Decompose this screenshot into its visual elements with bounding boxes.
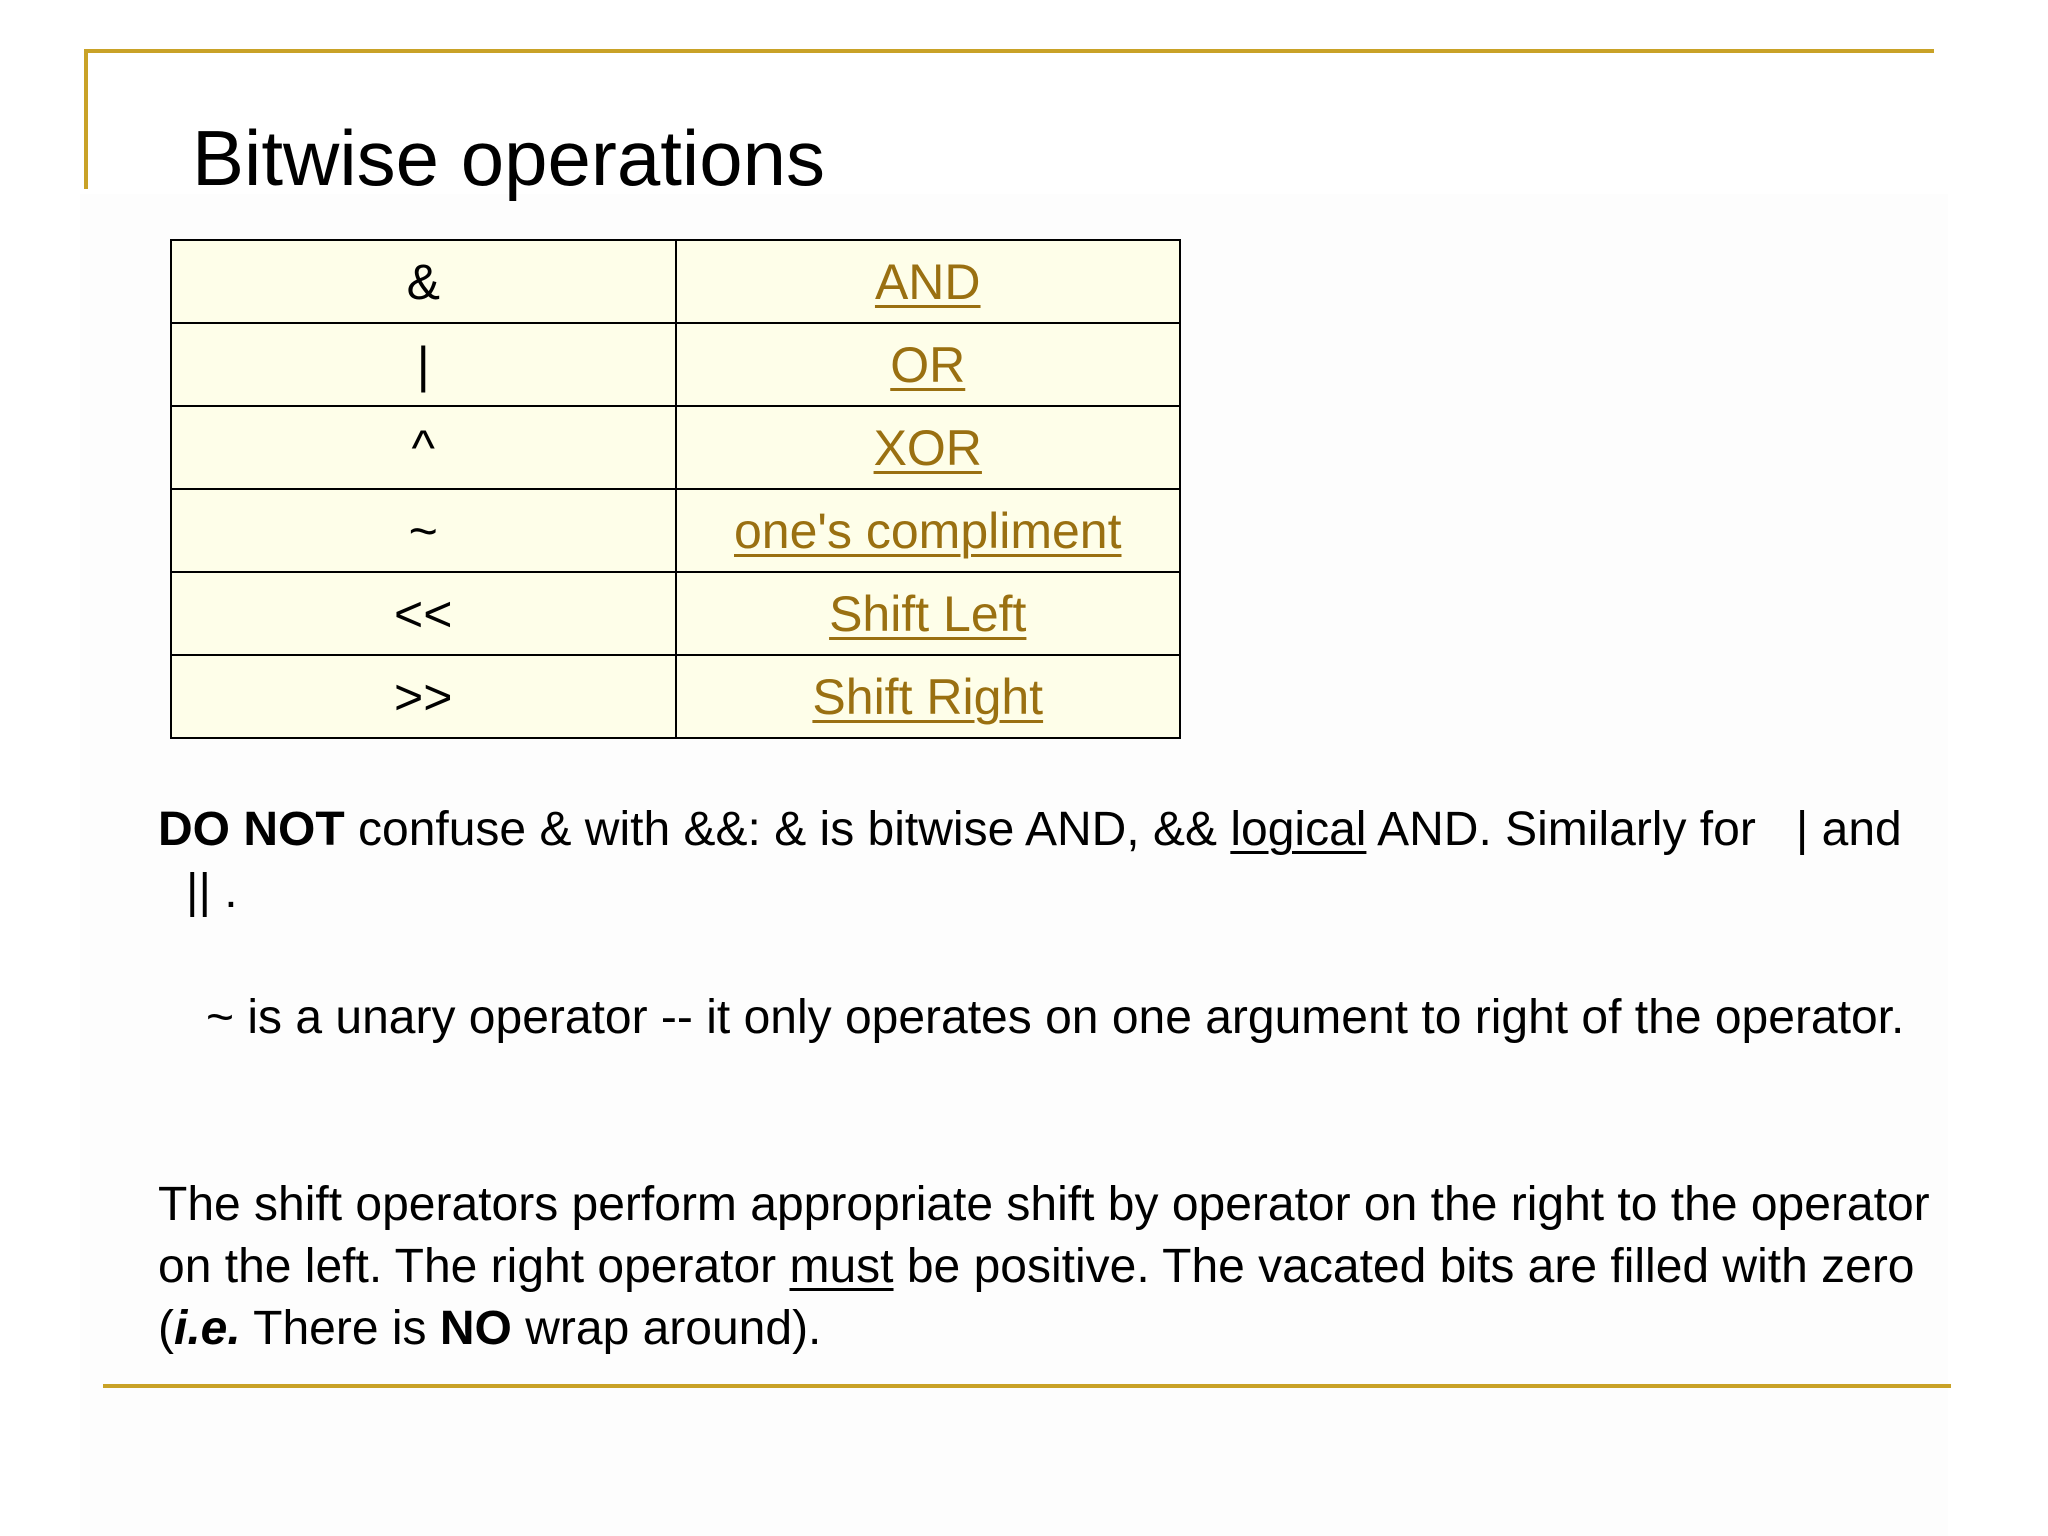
operator-row — [171, 240, 1180, 323]
operator-name-link[interactable]: Shift Right — [812, 668, 1044, 725]
p1-and: and — [1821, 803, 1902, 856]
paragraph-unary-operator: ~ is a unary operator -- it only operates on one argument to right of the operator. — [206, 991, 1905, 1044]
logical-underlined: logical — [1230, 803, 1367, 856]
operator-symbol-cell: ^ — [171, 406, 676, 489]
double-pipe: || — [186, 865, 211, 918]
operator-name-link[interactable]: one's compliment — [734, 502, 1122, 559]
operator-symbol-cell: & — [171, 240, 676, 323]
operator-symbol-cell: ~ — [171, 489, 676, 572]
slide-title: Bitwise operations — [192, 114, 825, 202]
operator-symbol-cell: | — [171, 323, 676, 406]
paragraph-shift-operators — [158, 1174, 1948, 1360]
operator-name-link[interactable]: OR — [890, 336, 966, 393]
left-accent-rule — [84, 49, 88, 189]
no-bold: NO — [439, 1302, 512, 1355]
operators-table — [170, 239, 1181, 739]
bottom-accent-rule — [103, 1384, 1951, 1388]
top-accent-rule — [84, 49, 1934, 53]
p1-text-b: AND. Similarly for — [1366, 803, 1756, 856]
p3-text-d: wrap around). — [511, 1302, 822, 1355]
p1-end: . — [210, 865, 238, 918]
do-not-bold: DO NOT — [158, 803, 345, 856]
operator-name-cell — [676, 572, 1181, 655]
operator-row — [171, 655, 1180, 738]
operator-name-link[interactable]: Shift Left — [829, 585, 1027, 642]
operator-name-cell — [676, 240, 1181, 323]
operator-symbol-cell: >> — [171, 655, 676, 738]
must-underlined: must — [789, 1240, 894, 1293]
operator-row — [171, 572, 1180, 655]
single-pipe: | — [1795, 803, 1809, 856]
ie-bold-italic: i.e. — [173, 1302, 241, 1355]
operator-name-cell — [676, 655, 1181, 738]
p3-text-c: There is — [240, 1302, 440, 1355]
operator-row — [171, 489, 1180, 572]
operator-row — [171, 406, 1180, 489]
operator-name-cell — [676, 323, 1181, 406]
p3-text-a: The shift operators perform appropriate shift by operator on the right to the operator on the left. The right operator — [158, 1178, 1930, 1293]
operator-row — [171, 323, 1180, 406]
p3-text-b: be positive. The vacated bits are filled with zero ( — [158, 1240, 1915, 1355]
operator-name-cell — [676, 489, 1181, 572]
paragraph-do-not-confuse — [158, 799, 1948, 923]
p1-text-a: confuse & with &&: & is bitwise AND, && — [344, 803, 1231, 856]
operator-name-cell — [676, 406, 1181, 489]
operator-name-link[interactable]: XOR — [873, 419, 982, 476]
operator-name-link[interactable]: AND — [874, 253, 981, 310]
operator-symbol-cell: << — [171, 572, 676, 655]
